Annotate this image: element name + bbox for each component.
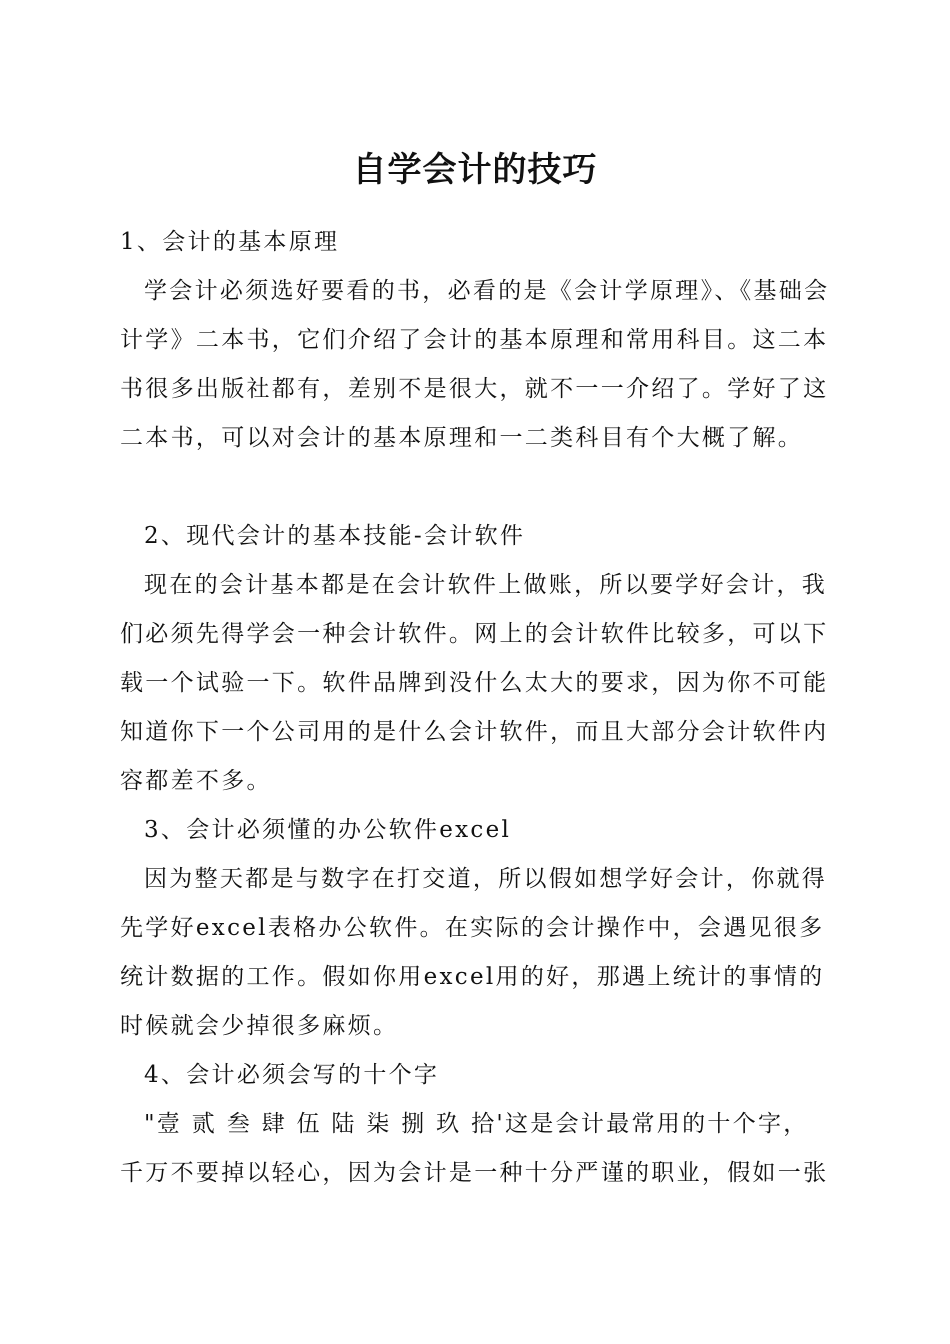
section-4-body: "壹 贰 叁 肆 伍 陆 柒 捌 玖 拾'这是会计最常用的十个字，千万不要掉以轻心，因为会计是一种十分严谨的职业，假如一张 — [120, 1111, 829, 1186]
document-title: 自学会计的技巧 — [352, 150, 598, 190]
section-3-heading: 3、会计必须懂的办公软件excel — [144, 817, 512, 843]
section-2-heading: 2、现代会计的基本技能-会计软件 — [144, 523, 526, 549]
section-2-body: 现在的会计基本都是在会计软件上做账，所以要学好会计，我们必须先得学会一种会计软件。网上的会计软件比较多，可以下载一个试验一下。软件品牌到没什么太大的要求，因为你不可能知道你下一个公司用的是什么会计软件，而且大部分会计软件内容都差不多。 — [120, 572, 829, 794]
section-4-heading: 4、会计必须会写的十个字 — [144, 1062, 440, 1088]
document-body — [120, 218, 832, 1198]
section-1-body: 学会计必须选好要看的书，必看的是《会计学原理》、《基础会计学》二本书，它们介绍了会计的基本原理和常用科目。这二本书很多出版社都有，差别不是很大，就不一一介绍了。学好了这二本书，可以对会计的基本原理和一二类科目有个大概了解。 — [120, 278, 830, 451]
section-3-body: 因为整天都是与数字在打交道，所以假如想学好会计，你就得先学好excel表格办公软件。在实际的会计操作中，会遇见很多统计数据的工作。假如你用excel用的好，那遇上统计的事情的时候就会少掉很多麻烦。 — [120, 866, 828, 1039]
paragraph-spacer — [120, 463, 832, 512]
section-1-heading: 1、会计的基本原理 — [120, 229, 340, 255]
